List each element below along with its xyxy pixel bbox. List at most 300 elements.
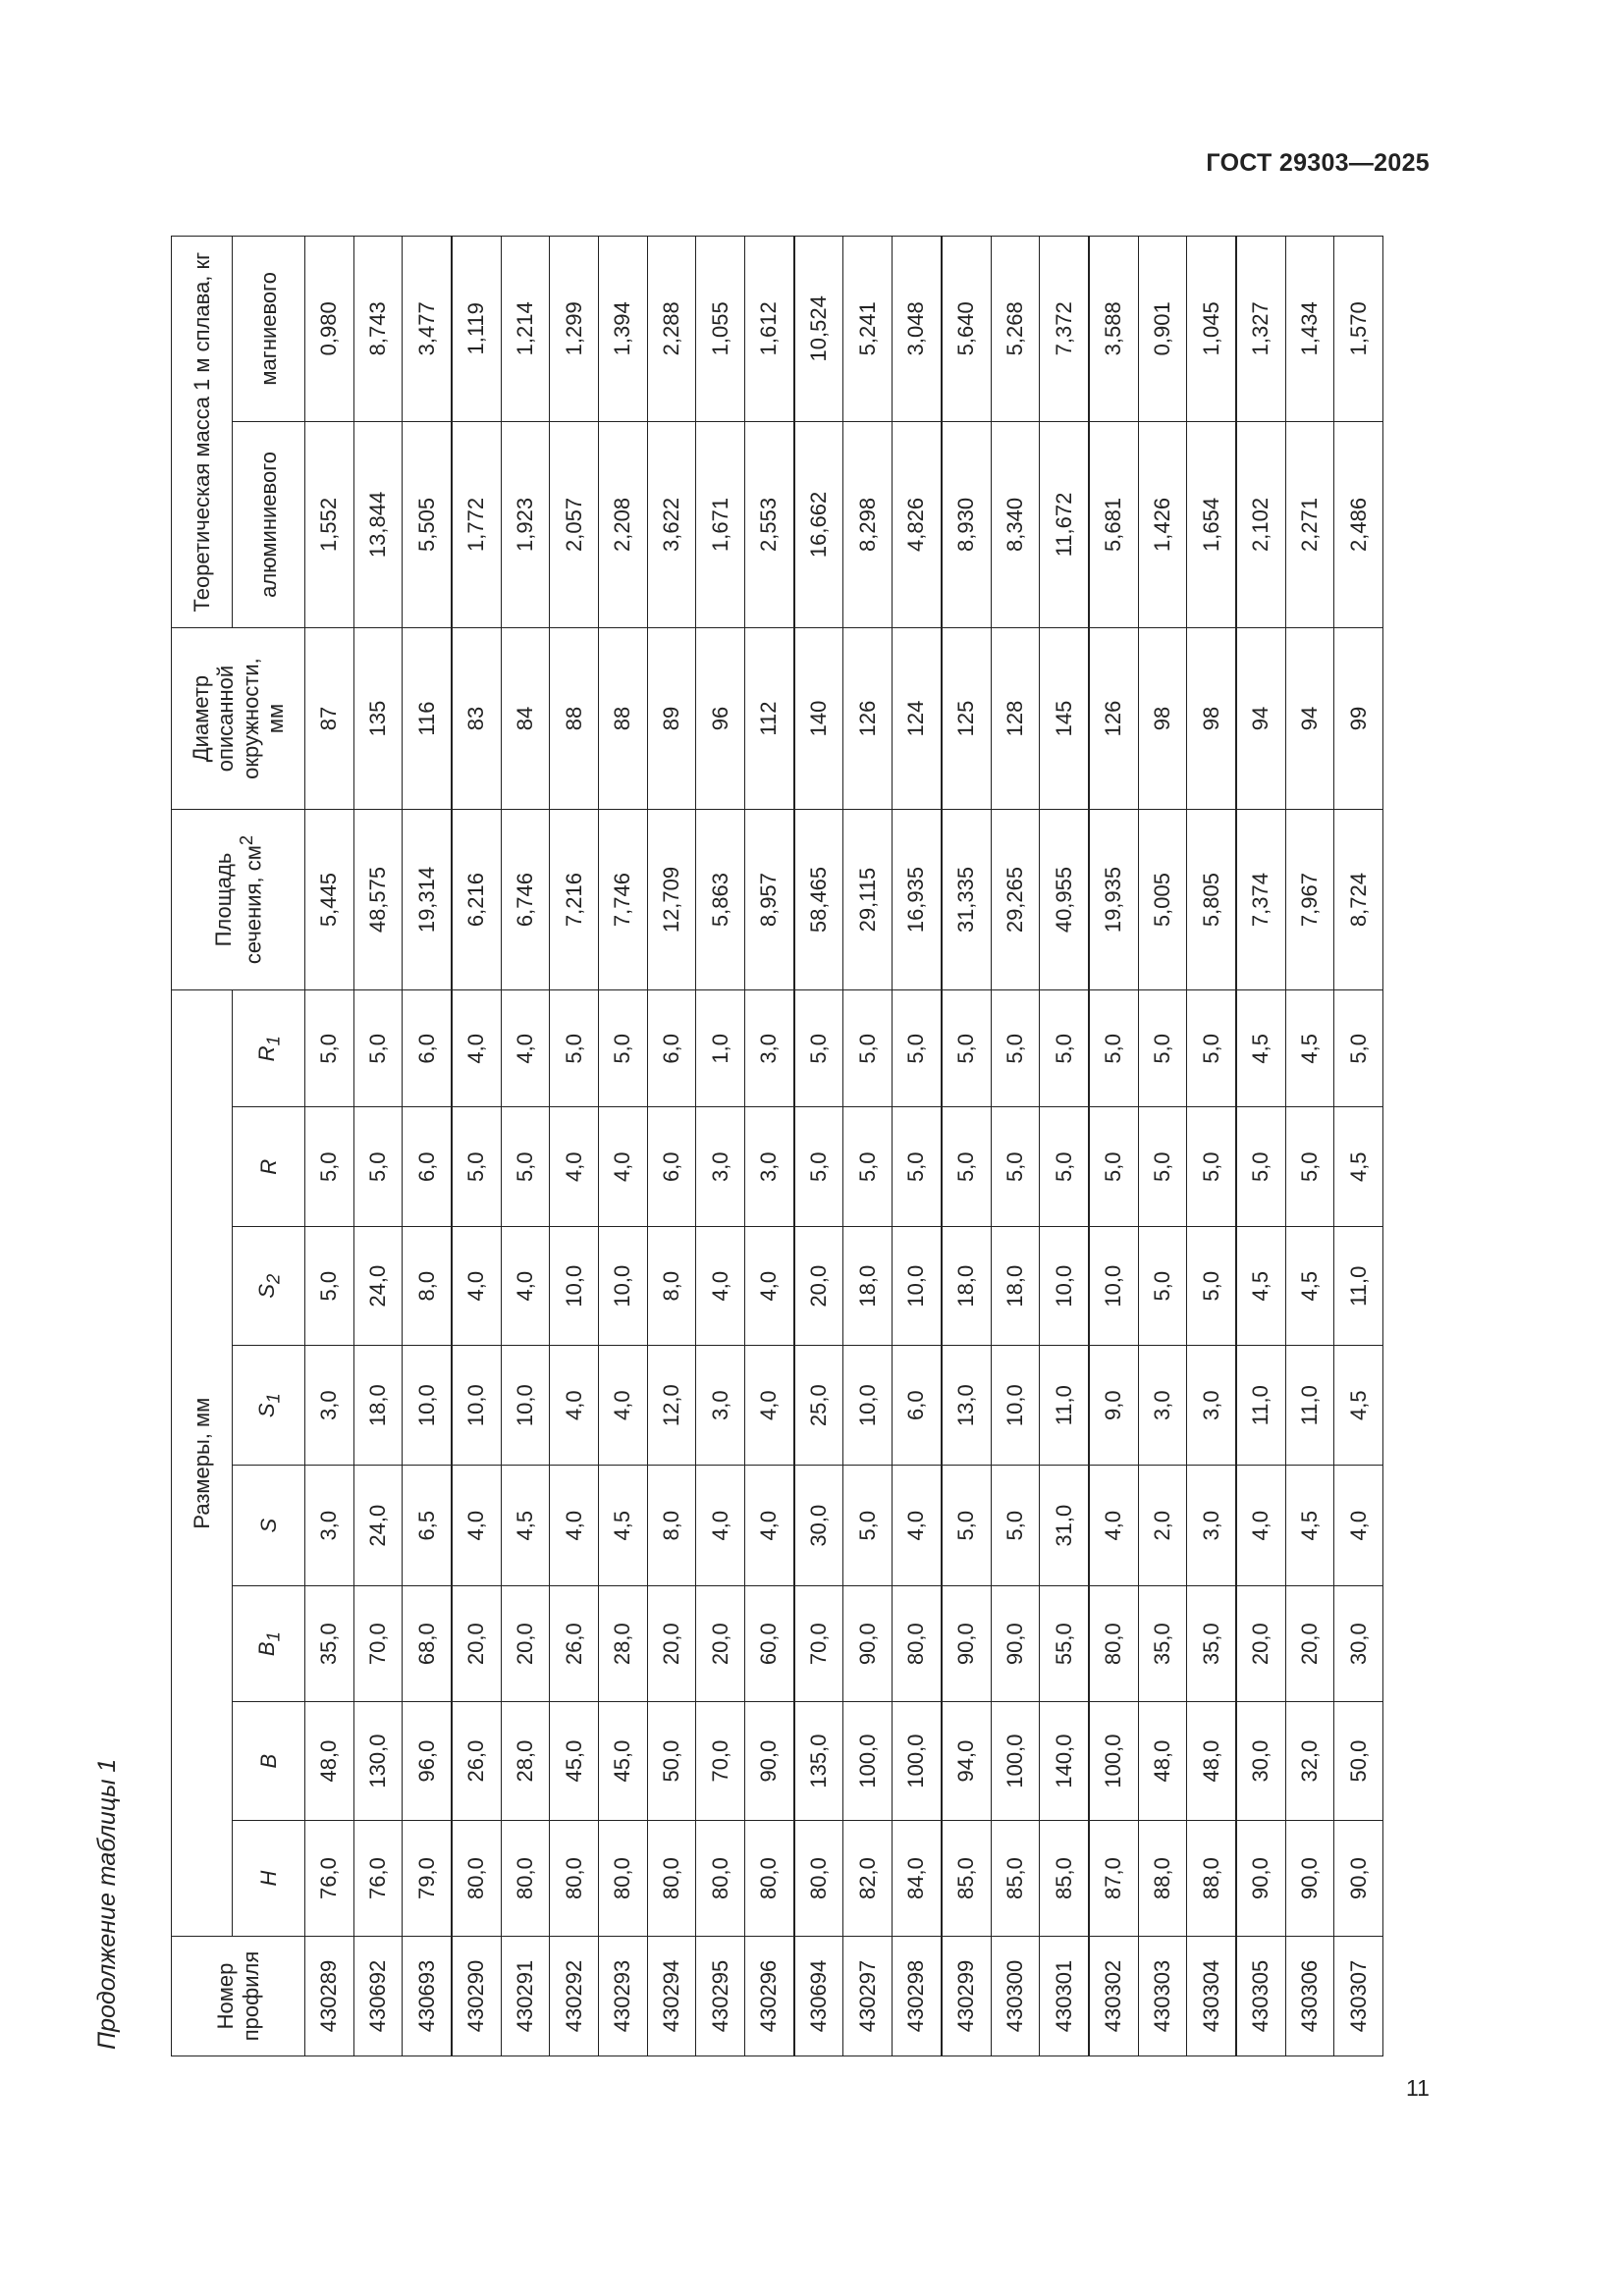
cell-diam: 145 bbox=[1040, 628, 1089, 809]
cell-h: 76,0 bbox=[305, 1821, 354, 1937]
cell-s2: 5,0 bbox=[305, 1227, 354, 1346]
header-R1-sub: 1 bbox=[262, 1036, 284, 1046]
cell-s: 31,0 bbox=[1040, 1466, 1089, 1586]
cell-area: 5,005 bbox=[1138, 809, 1187, 989]
cell-r: 5,0 bbox=[1285, 1107, 1334, 1227]
cell-s1: 3,0 bbox=[1138, 1346, 1187, 1466]
cell-r1: 4,5 bbox=[1285, 990, 1334, 1107]
table-row bbox=[942, 237, 991, 2056]
header-B1-sub: 1 bbox=[262, 1631, 284, 1642]
table-row bbox=[1138, 237, 1187, 2056]
header-B1-base: B bbox=[253, 1641, 279, 1657]
cell-diam: 98 bbox=[1187, 628, 1236, 809]
table-row bbox=[305, 237, 354, 2056]
cell-area: 58,465 bbox=[794, 809, 843, 989]
cell-r: 6,0 bbox=[647, 1107, 696, 1227]
cell-b: 50,0 bbox=[647, 1702, 696, 1821]
cell-area: 6,746 bbox=[501, 809, 550, 989]
cell-id: 430694 bbox=[794, 1937, 843, 2056]
header-mass: Теоретическая масса 1 м сплава, кг bbox=[172, 237, 233, 628]
header-S2 bbox=[233, 1227, 305, 1346]
cell-s1: 10,0 bbox=[501, 1346, 550, 1466]
cell-r1: 4,0 bbox=[452, 990, 501, 1107]
header-R: R bbox=[233, 1107, 305, 1227]
cell-s2: 4,5 bbox=[1236, 1227, 1285, 1346]
cell-id: 430692 bbox=[353, 1937, 403, 2056]
cell-h: 85,0 bbox=[991, 1821, 1040, 1937]
cell-area: 5,863 bbox=[696, 809, 745, 989]
cell-r1: 5,0 bbox=[794, 990, 843, 1107]
header-diameter bbox=[172, 628, 305, 809]
cell-b: 140,0 bbox=[1040, 1702, 1089, 1821]
table-caption: Продолжение таблицы 1 bbox=[93, 1758, 121, 2050]
cell-al: 8,340 bbox=[991, 421, 1040, 628]
cell-diam: 126 bbox=[843, 628, 893, 809]
cell-b: 28,0 bbox=[501, 1702, 550, 1821]
header-diameter-line4: мм bbox=[262, 703, 288, 734]
cell-al: 3,622 bbox=[647, 421, 696, 628]
cell-diam: 96 bbox=[696, 628, 745, 809]
cell-s: 8,0 bbox=[647, 1466, 696, 1586]
cell-b1: 35,0 bbox=[1138, 1586, 1187, 1702]
cell-r1: 5,0 bbox=[353, 990, 403, 1107]
cell-b: 90,0 bbox=[745, 1702, 794, 1821]
table-container bbox=[171, 236, 1383, 2056]
cell-diam: 94 bbox=[1285, 628, 1334, 809]
table-row bbox=[745, 237, 794, 2056]
cell-mg: 1,214 bbox=[501, 237, 550, 422]
cell-mg: 1,327 bbox=[1236, 237, 1285, 422]
cell-b1: 35,0 bbox=[1187, 1586, 1236, 1702]
cell-s2: 10,0 bbox=[1089, 1227, 1138, 1346]
cell-mg: 1,119 bbox=[452, 237, 501, 422]
cell-diam: 124 bbox=[893, 628, 942, 809]
cell-mg: 10,524 bbox=[794, 237, 843, 422]
cell-id: 430693 bbox=[403, 1937, 452, 2056]
header-S1-sub: 1 bbox=[262, 1393, 284, 1404]
cell-s1: 3,0 bbox=[1187, 1346, 1236, 1466]
cell-r: 5,0 bbox=[893, 1107, 942, 1227]
cell-h: 80,0 bbox=[647, 1821, 696, 1937]
cell-mg: 2,288 bbox=[647, 237, 696, 422]
cell-r: 5,0 bbox=[1187, 1107, 1236, 1227]
cell-b1: 90,0 bbox=[942, 1586, 991, 1702]
header-dimensions: Размеры, мм bbox=[172, 990, 233, 1937]
cell-r: 5,0 bbox=[1040, 1107, 1089, 1227]
cell-s1: 11,0 bbox=[1236, 1346, 1285, 1466]
cell-al: 1,654 bbox=[1187, 421, 1236, 628]
cell-s2: 5,0 bbox=[1138, 1227, 1187, 1346]
cell-b1: 80,0 bbox=[1089, 1586, 1138, 1702]
cell-b: 96,0 bbox=[403, 1702, 452, 1821]
cell-b1: 20,0 bbox=[1285, 1586, 1334, 1702]
cell-s1: 10,0 bbox=[843, 1346, 893, 1466]
cell-b: 100,0 bbox=[843, 1702, 893, 1821]
cell-s: 6,5 bbox=[403, 1466, 452, 1586]
header-profile-line2: профиля bbox=[238, 1950, 263, 2042]
cell-area: 7,374 bbox=[1236, 809, 1285, 989]
cell-id: 430306 bbox=[1285, 1937, 1334, 2056]
cell-al: 1,552 bbox=[305, 421, 354, 628]
header-magnesium: магниевого bbox=[233, 237, 305, 422]
cell-b1: 60,0 bbox=[745, 1586, 794, 1702]
cell-r1: 6,0 bbox=[647, 990, 696, 1107]
header-diameter-line1: Диаметр bbox=[188, 674, 213, 763]
cell-s1: 3,0 bbox=[305, 1346, 354, 1466]
cell-h: 80,0 bbox=[745, 1821, 794, 1937]
cell-al: 1,772 bbox=[452, 421, 501, 628]
cell-al: 2,102 bbox=[1236, 421, 1285, 628]
cell-h: 88,0 bbox=[1138, 1821, 1187, 1937]
cell-r1: 5,0 bbox=[599, 990, 648, 1107]
profiles-table bbox=[171, 236, 1383, 2056]
cell-id: 430300 bbox=[991, 1937, 1040, 2056]
cell-h: 87,0 bbox=[1089, 1821, 1138, 1937]
cell-s2: 8,0 bbox=[403, 1227, 452, 1346]
cell-mg: 1,570 bbox=[1334, 237, 1383, 422]
cell-r: 4,0 bbox=[599, 1107, 648, 1227]
cell-s2: 8,0 bbox=[647, 1227, 696, 1346]
cell-b1: 20,0 bbox=[647, 1586, 696, 1702]
cell-b: 26,0 bbox=[452, 1702, 501, 1821]
cell-r1: 5,0 bbox=[1187, 990, 1236, 1107]
cell-mg: 1,394 bbox=[599, 237, 648, 422]
cell-h: 76,0 bbox=[353, 1821, 403, 1937]
cell-s1: 4,0 bbox=[599, 1346, 648, 1466]
cell-mg: 3,588 bbox=[1089, 237, 1138, 422]
cell-al: 4,826 bbox=[893, 421, 942, 628]
cell-id: 430292 bbox=[550, 1937, 599, 2056]
header-profile-line1: Номер bbox=[213, 1962, 239, 2030]
header-R1-base: R bbox=[253, 1045, 279, 1062]
cell-id: 430291 bbox=[501, 1937, 550, 2056]
cell-diam: 87 bbox=[305, 628, 354, 809]
cell-diam: 112 bbox=[745, 628, 794, 809]
header-S: S bbox=[233, 1466, 305, 1586]
cell-s: 4,0 bbox=[1236, 1466, 1285, 1586]
cell-al: 2,208 bbox=[599, 421, 648, 628]
cell-s1: 4,5 bbox=[1334, 1346, 1383, 1466]
cell-diam: 94 bbox=[1236, 628, 1285, 809]
cell-s2: 10,0 bbox=[599, 1227, 648, 1346]
header-diameter-line2: описанной bbox=[213, 665, 239, 773]
cell-h: 80,0 bbox=[452, 1821, 501, 1937]
cell-id: 430297 bbox=[843, 1937, 893, 2056]
cell-r: 5,0 bbox=[1236, 1107, 1285, 1227]
cell-h: 79,0 bbox=[403, 1821, 452, 1937]
cell-b1: 70,0 bbox=[353, 1586, 403, 1702]
cell-id: 430299 bbox=[942, 1937, 991, 2056]
cell-h: 80,0 bbox=[550, 1821, 599, 1937]
cell-al: 1,923 bbox=[501, 421, 550, 628]
cell-mg: 0,901 bbox=[1138, 237, 1187, 422]
cell-s1: 11,0 bbox=[1040, 1346, 1089, 1466]
cell-diam: 83 bbox=[452, 628, 501, 809]
cell-diam: 88 bbox=[599, 628, 648, 809]
cell-r: 5,0 bbox=[794, 1107, 843, 1227]
cell-s: 4,0 bbox=[893, 1466, 942, 1586]
cell-id: 430296 bbox=[745, 1937, 794, 2056]
cell-s1: 10,0 bbox=[403, 1346, 452, 1466]
cell-b1: 20,0 bbox=[452, 1586, 501, 1702]
cell-mg: 0,980 bbox=[305, 237, 354, 422]
cell-b: 100,0 bbox=[991, 1702, 1040, 1821]
cell-s2: 4,0 bbox=[745, 1227, 794, 1346]
cell-diam: 84 bbox=[501, 628, 550, 809]
header-profile bbox=[172, 1937, 305, 2056]
table-row bbox=[647, 237, 696, 2056]
header-B1 bbox=[233, 1586, 305, 1702]
cell-s: 4,0 bbox=[1089, 1466, 1138, 1586]
cell-b: 100,0 bbox=[1089, 1702, 1138, 1821]
cell-area: 8,724 bbox=[1334, 809, 1383, 989]
cell-b1: 80,0 bbox=[893, 1586, 942, 1702]
cell-s1: 12,0 bbox=[647, 1346, 696, 1466]
cell-mg: 5,268 bbox=[991, 237, 1040, 422]
cell-s2: 10,0 bbox=[893, 1227, 942, 1346]
cell-al: 1,426 bbox=[1138, 421, 1187, 628]
header-S2-base: S bbox=[253, 1283, 279, 1299]
cell-s: 4,0 bbox=[745, 1466, 794, 1586]
cell-b: 48,0 bbox=[305, 1702, 354, 1821]
cell-s: 4,5 bbox=[1285, 1466, 1334, 1586]
cell-id: 430305 bbox=[1236, 1937, 1285, 2056]
cell-r1: 5,0 bbox=[550, 990, 599, 1107]
cell-b: 30,0 bbox=[1236, 1702, 1285, 1821]
cell-s1: 11,0 bbox=[1285, 1346, 1334, 1466]
cell-b1: 28,0 bbox=[599, 1586, 648, 1702]
header-B: B bbox=[233, 1702, 305, 1821]
cell-s: 4,0 bbox=[452, 1466, 501, 1586]
cell-mg: 1,434 bbox=[1285, 237, 1334, 422]
cell-al: 5,505 bbox=[403, 421, 452, 628]
cell-s1: 10,0 bbox=[991, 1346, 1040, 1466]
cell-r: 5,0 bbox=[1138, 1107, 1187, 1227]
cell-s1: 9,0 bbox=[1089, 1346, 1138, 1466]
cell-b: 45,0 bbox=[550, 1702, 599, 1821]
cell-r1: 1,0 bbox=[696, 990, 745, 1107]
cell-h: 88,0 bbox=[1187, 1821, 1236, 1937]
cell-id: 430301 bbox=[1040, 1937, 1089, 2056]
cell-s: 4,0 bbox=[550, 1466, 599, 1586]
cell-area: 7,746 bbox=[599, 809, 648, 989]
table-row bbox=[1040, 237, 1089, 2056]
cell-s2: 10,0 bbox=[550, 1227, 599, 1346]
header-diameter-line3: окружности, bbox=[238, 658, 263, 779]
cell-s2: 4,0 bbox=[452, 1227, 501, 1346]
cell-area: 6,216 bbox=[452, 809, 501, 989]
cell-r: 5,0 bbox=[501, 1107, 550, 1227]
cell-h: 80,0 bbox=[794, 1821, 843, 1937]
cell-r1: 4,0 bbox=[501, 990, 550, 1107]
cell-mg: 1,612 bbox=[745, 237, 794, 422]
cell-s2: 24,0 bbox=[353, 1227, 403, 1346]
table-body bbox=[305, 237, 1383, 2056]
cell-b1: 20,0 bbox=[696, 1586, 745, 1702]
table-row bbox=[1089, 237, 1138, 2056]
header-aluminum: алюминиевого bbox=[233, 421, 305, 628]
cell-s2: 4,5 bbox=[1285, 1227, 1334, 1346]
cell-id: 430298 bbox=[893, 1937, 942, 2056]
cell-al: 1,671 bbox=[696, 421, 745, 628]
cell-id: 430302 bbox=[1089, 1937, 1138, 2056]
cell-s: 4,0 bbox=[1334, 1466, 1383, 1586]
cell-b1: 68,0 bbox=[403, 1586, 452, 1702]
cell-s: 2,0 bbox=[1138, 1466, 1187, 1586]
table-row bbox=[843, 237, 893, 2056]
cell-area: 7,967 bbox=[1285, 809, 1334, 989]
cell-mg: 5,241 bbox=[843, 237, 893, 422]
cell-h: 85,0 bbox=[1040, 1821, 1089, 1937]
cell-al: 2,271 bbox=[1285, 421, 1334, 628]
cell-h: 84,0 bbox=[893, 1821, 942, 1937]
table-row bbox=[794, 237, 843, 2056]
cell-r: 3,0 bbox=[745, 1107, 794, 1227]
cell-diam: 89 bbox=[647, 628, 696, 809]
cell-r1: 5,0 bbox=[991, 990, 1040, 1107]
cell-al: 2,553 bbox=[745, 421, 794, 628]
cell-mg: 1,045 bbox=[1187, 237, 1236, 422]
cell-r1: 5,0 bbox=[1138, 990, 1187, 1107]
cell-s2: 10,0 bbox=[1040, 1227, 1089, 1346]
cell-h: 80,0 bbox=[501, 1821, 550, 1937]
cell-id: 430289 bbox=[305, 1937, 354, 2056]
cell-id: 430307 bbox=[1334, 1937, 1383, 2056]
table-row bbox=[403, 237, 452, 2056]
cell-r: 4,0 bbox=[550, 1107, 599, 1227]
cell-al: 13,844 bbox=[353, 421, 403, 628]
cell-s: 30,0 bbox=[794, 1466, 843, 1586]
cell-h: 85,0 bbox=[942, 1821, 991, 1937]
cell-s2: 20,0 bbox=[794, 1227, 843, 1346]
cell-h: 80,0 bbox=[599, 1821, 648, 1937]
table-row bbox=[550, 237, 599, 2056]
cell-b1: 35,0 bbox=[305, 1586, 354, 1702]
cell-r: 5,0 bbox=[991, 1107, 1040, 1227]
header-S2-sub: 2 bbox=[262, 1273, 284, 1284]
header-area-line2: сечения, см bbox=[241, 845, 266, 965]
cell-area: 8,957 bbox=[745, 809, 794, 989]
cell-b: 45,0 bbox=[599, 1702, 648, 1821]
cell-area: 31,335 bbox=[942, 809, 991, 989]
cell-s2: 18,0 bbox=[991, 1227, 1040, 1346]
table-row bbox=[353, 237, 403, 2056]
cell-s: 5,0 bbox=[991, 1466, 1040, 1586]
cell-s2: 18,0 bbox=[843, 1227, 893, 1346]
cell-b1: 30,0 bbox=[1334, 1586, 1383, 1702]
cell-s1: 18,0 bbox=[353, 1346, 403, 1466]
cell-mg: 1,299 bbox=[550, 237, 599, 422]
cell-b: 50,0 bbox=[1334, 1702, 1383, 1821]
page-number: 11 bbox=[1406, 2075, 1430, 2101]
cell-r1: 5,0 bbox=[1334, 990, 1383, 1107]
cell-s1: 4,0 bbox=[745, 1346, 794, 1466]
cell-b1: 26,0 bbox=[550, 1586, 599, 1702]
cell-h: 90,0 bbox=[1334, 1821, 1383, 1937]
cell-s1: 3,0 bbox=[696, 1346, 745, 1466]
cell-mg: 1,055 bbox=[696, 237, 745, 422]
cell-area: 12,709 bbox=[647, 809, 696, 989]
cell-h: 90,0 bbox=[1236, 1821, 1285, 1937]
cell-al: 16,662 bbox=[794, 421, 843, 628]
cell-area: 16,935 bbox=[893, 809, 942, 989]
cell-id: 430294 bbox=[647, 1937, 696, 2056]
cell-s: 4,5 bbox=[599, 1466, 648, 1586]
table-row bbox=[1187, 237, 1236, 2056]
cell-b1: 70,0 bbox=[794, 1586, 843, 1702]
cell-s: 3,0 bbox=[1187, 1466, 1236, 1586]
cell-b: 130,0 bbox=[353, 1702, 403, 1821]
cell-area: 40,955 bbox=[1040, 809, 1089, 989]
cell-b: 135,0 bbox=[794, 1702, 843, 1821]
table-row bbox=[991, 237, 1040, 2056]
cell-s: 24,0 bbox=[353, 1466, 403, 1586]
cell-s: 4,0 bbox=[696, 1466, 745, 1586]
cell-r: 5,0 bbox=[353, 1107, 403, 1227]
cell-r1: 5,0 bbox=[843, 990, 893, 1107]
cell-id: 430304 bbox=[1187, 1937, 1236, 2056]
table-row bbox=[696, 237, 745, 2056]
cell-b: 32,0 bbox=[1285, 1702, 1334, 1821]
cell-r1: 6,0 bbox=[403, 990, 452, 1107]
table-row bbox=[893, 237, 942, 2056]
header-area bbox=[172, 809, 305, 989]
cell-id: 430290 bbox=[452, 1937, 501, 2056]
cell-area: 29,265 bbox=[991, 809, 1040, 989]
cell-s2: 18,0 bbox=[942, 1227, 991, 1346]
cell-al: 11,672 bbox=[1040, 421, 1089, 628]
cell-al: 2,057 bbox=[550, 421, 599, 628]
cell-diam: 125 bbox=[942, 628, 991, 809]
cell-h: 90,0 bbox=[1285, 1821, 1334, 1937]
cell-r1: 4,5 bbox=[1236, 990, 1285, 1107]
document-header: ГОСТ 29303—2025 bbox=[1206, 149, 1430, 177]
table-row bbox=[1334, 237, 1383, 2056]
cell-diam: 99 bbox=[1334, 628, 1383, 809]
cell-b1: 20,0 bbox=[501, 1586, 550, 1702]
cell-s1: 10,0 bbox=[452, 1346, 501, 1466]
header-S1-base: S bbox=[253, 1403, 279, 1418]
cell-h: 82,0 bbox=[843, 1821, 893, 1937]
cell-diam: 98 bbox=[1138, 628, 1187, 809]
cell-r1: 3,0 bbox=[745, 990, 794, 1107]
cell-diam: 116 bbox=[403, 628, 452, 809]
cell-al: 5,681 bbox=[1089, 421, 1138, 628]
cell-area: 29,115 bbox=[843, 809, 893, 989]
header-area-line1: Площадь bbox=[210, 852, 236, 947]
cell-id: 430303 bbox=[1138, 1937, 1187, 2056]
cell-area: 7,216 bbox=[550, 809, 599, 989]
table-row bbox=[599, 237, 648, 2056]
cell-b: 48,0 bbox=[1187, 1702, 1236, 1821]
header-H: H bbox=[233, 1821, 305, 1937]
cell-s: 3,0 bbox=[305, 1466, 354, 1586]
table-row bbox=[1285, 237, 1334, 2056]
cell-r: 5,0 bbox=[1089, 1107, 1138, 1227]
cell-s2: 4,0 bbox=[501, 1227, 550, 1346]
cell-area: 48,575 bbox=[353, 809, 403, 989]
cell-b1: 90,0 bbox=[843, 1586, 893, 1702]
cell-r1: 5,0 bbox=[893, 990, 942, 1107]
cell-b1: 90,0 bbox=[991, 1586, 1040, 1702]
cell-diam: 140 bbox=[794, 628, 843, 809]
cell-r1: 5,0 bbox=[1089, 990, 1138, 1107]
cell-area: 19,935 bbox=[1089, 809, 1138, 989]
cell-s2: 4,0 bbox=[696, 1227, 745, 1346]
cell-id: 430293 bbox=[599, 1937, 648, 2056]
cell-s: 4,5 bbox=[501, 1466, 550, 1586]
header-S1 bbox=[233, 1346, 305, 1466]
